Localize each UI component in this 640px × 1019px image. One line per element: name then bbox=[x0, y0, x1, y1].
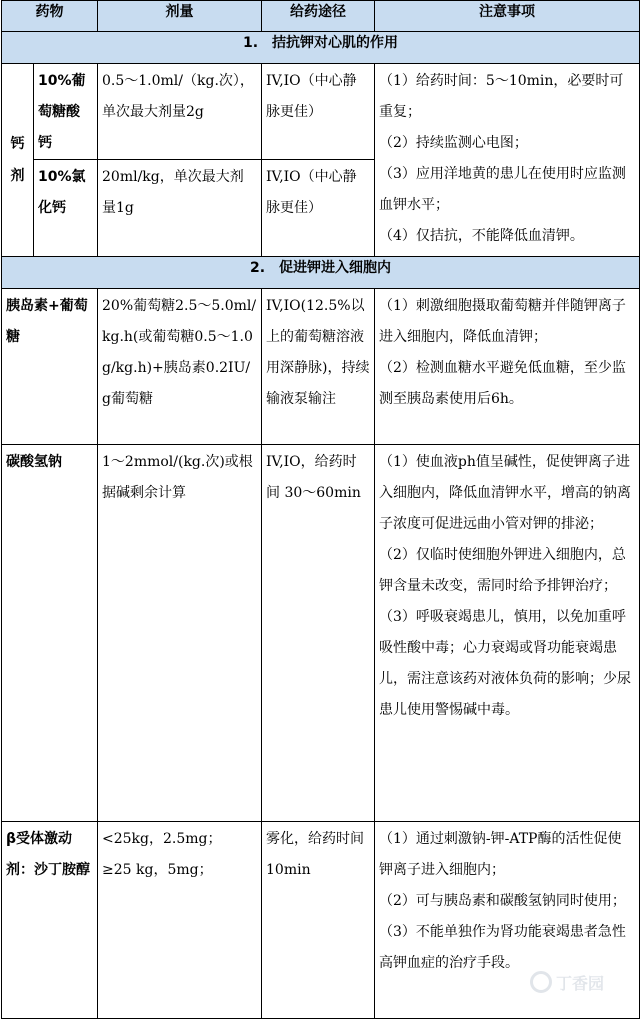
header-drug: 药物 bbox=[2, 1, 98, 32]
header-dose: 剂量 bbox=[98, 1, 262, 32]
watermark-icon bbox=[530, 971, 552, 993]
table-row-insulin bbox=[2, 289, 640, 445]
calcium-chloride-route: IV,IO（中心静脉更佳） bbox=[266, 169, 357, 216]
calcium-chloride-name-cell bbox=[34, 160, 98, 257]
bicarb-note-1: （1）使血液ph值呈碱性，促使钾离子进入细胞内，降低血清钾水平，增高的钠离子浓度可促进远曲小管对钾的排泌； bbox=[379, 454, 631, 532]
bicarb-name: 碳酸氢钠 bbox=[6, 454, 62, 470]
section-title-antagonize: 1. 拮抗钾对心肌的作用 bbox=[2, 32, 640, 64]
header-row bbox=[2, 1, 640, 32]
beta-name: β受体激动剂：沙丁胺醇 bbox=[6, 831, 90, 878]
beta-note-2: （2）可与胰岛素和碳酸氢钠同时使用； bbox=[379, 893, 626, 909]
bicarb-route: IV,IO，给药时间 30～60min bbox=[266, 454, 361, 501]
calcium-note-1: （1）给药时间：5～10min，必要时可重复； bbox=[379, 73, 624, 120]
bicarb-dose-cell bbox=[98, 445, 262, 822]
section-row-2 bbox=[2, 257, 640, 289]
calcium-notes-cell bbox=[375, 64, 640, 257]
calcium-gluconate-dose-cell bbox=[98, 64, 262, 160]
section-title-shift: 2. 促进钾进入细胞内 bbox=[2, 257, 640, 289]
bicarb-name-cell bbox=[2, 445, 98, 822]
calcium-chloride-name: 10%氯化钙 bbox=[38, 169, 86, 216]
calcium-group-char-2: 剂 bbox=[10, 168, 25, 184]
calcium-gluconate-route-cell bbox=[262, 64, 375, 160]
insulin-dose: 20%葡萄糖2.5～5.0ml/kg.h(或葡萄糖0.5～1.0g/kg.h)+胰岛素0.2IU/g葡萄糖 bbox=[102, 298, 257, 407]
insulin-name-cell bbox=[2, 289, 98, 445]
insulin-route: IV,IO(12.5%以上的葡萄糖溶液用深静脉)，持续输液泵输注 bbox=[266, 298, 370, 407]
calcium-group-cell bbox=[2, 64, 34, 257]
beta-dose-line-2: ≥25 kg，5mg； bbox=[102, 862, 213, 878]
watermark-logo bbox=[530, 965, 626, 999]
calcium-gluconate-name: 10%葡萄糖酸钙 bbox=[38, 73, 86, 151]
section-row-1 bbox=[2, 32, 640, 64]
calcium-group-char-1: 钙 bbox=[10, 136, 25, 152]
bicarb-notes-cell bbox=[375, 445, 640, 822]
insulin-notes-cell bbox=[375, 289, 640, 445]
calcium-chloride-dose: 20ml/kg，单次最大剂量1g bbox=[102, 169, 244, 216]
calcium-note-2: （2）持续监测心电图； bbox=[379, 135, 528, 151]
calcium-gluconate-route: IV,IO（中心静脉更佳） bbox=[266, 73, 357, 120]
insulin-route-cell bbox=[262, 289, 375, 445]
watermark-text: 丁香园 bbox=[556, 973, 605, 993]
calcium-chloride-route-cell bbox=[262, 160, 375, 257]
bicarb-route-cell bbox=[262, 445, 375, 822]
beta-note-3: （3）不能单独作为肾功能衰竭患者急性高钾血症的治疗手段。 bbox=[379, 924, 626, 971]
beta-dose-line-1: <25kg，2.5mg； bbox=[102, 831, 222, 847]
beta-note-1: （1）通过刺激钠-钾-ATP酶的活性促使钾离子进入细胞内； bbox=[379, 831, 622, 878]
insulin-note-2: （2）检测血糖水平避免低血糖，至少监测至胰岛素使用后6h。 bbox=[379, 360, 626, 407]
insulin-note-1: （1）刺激细胞摄取葡萄糖并伴随钾离子进入细胞内，降低血清钾； bbox=[379, 298, 626, 345]
insulin-dose-cell bbox=[98, 289, 262, 445]
beta-name-cell bbox=[2, 822, 98, 1019]
header-route: 给药途径 bbox=[262, 1, 375, 32]
table-row-bicarbonate bbox=[2, 445, 640, 822]
calcium-gluconate-name-cell bbox=[34, 64, 98, 160]
bicarb-note-2: （2）仅临时使细胞外钾进入细胞内，总钾含量未改变，需同时给予排钾治疗； bbox=[379, 547, 626, 594]
beta-route-cell bbox=[262, 822, 375, 1019]
beta-dose-cell bbox=[98, 822, 262, 1019]
table-row-calcium-gluconate bbox=[2, 64, 640, 160]
calcium-note-3: （3）应用洋地黄的患儿在使用时应监测血钾水平； bbox=[379, 166, 626, 213]
calcium-chloride-dose-cell bbox=[98, 160, 262, 257]
calcium-note-4: （4）仅拮抗，不能降低血清钾。 bbox=[379, 228, 584, 244]
insulin-name: 胰岛素+葡萄糖 bbox=[6, 298, 88, 345]
beta-route: 雾化，给药时间10min bbox=[266, 831, 364, 878]
bicarb-note-3: （3）呼吸衰竭患儿，慎用，以免加重呼吸性酸中毒；心力衰竭或肾功能衰竭患儿，需注意该药对液体负荷的影响；少尿患儿使用警惕碱中毒。 bbox=[379, 609, 631, 718]
header-notes: 注意事项 bbox=[375, 1, 640, 32]
bicarb-dose: 1～2mmol/(kg.次)或根据碱剩余计算 bbox=[102, 454, 253, 501]
drug-table bbox=[1, 0, 640, 1019]
calcium-gluconate-dose: 0.5～1.0ml/（kg.次），单次最大剂量2g bbox=[102, 73, 254, 120]
